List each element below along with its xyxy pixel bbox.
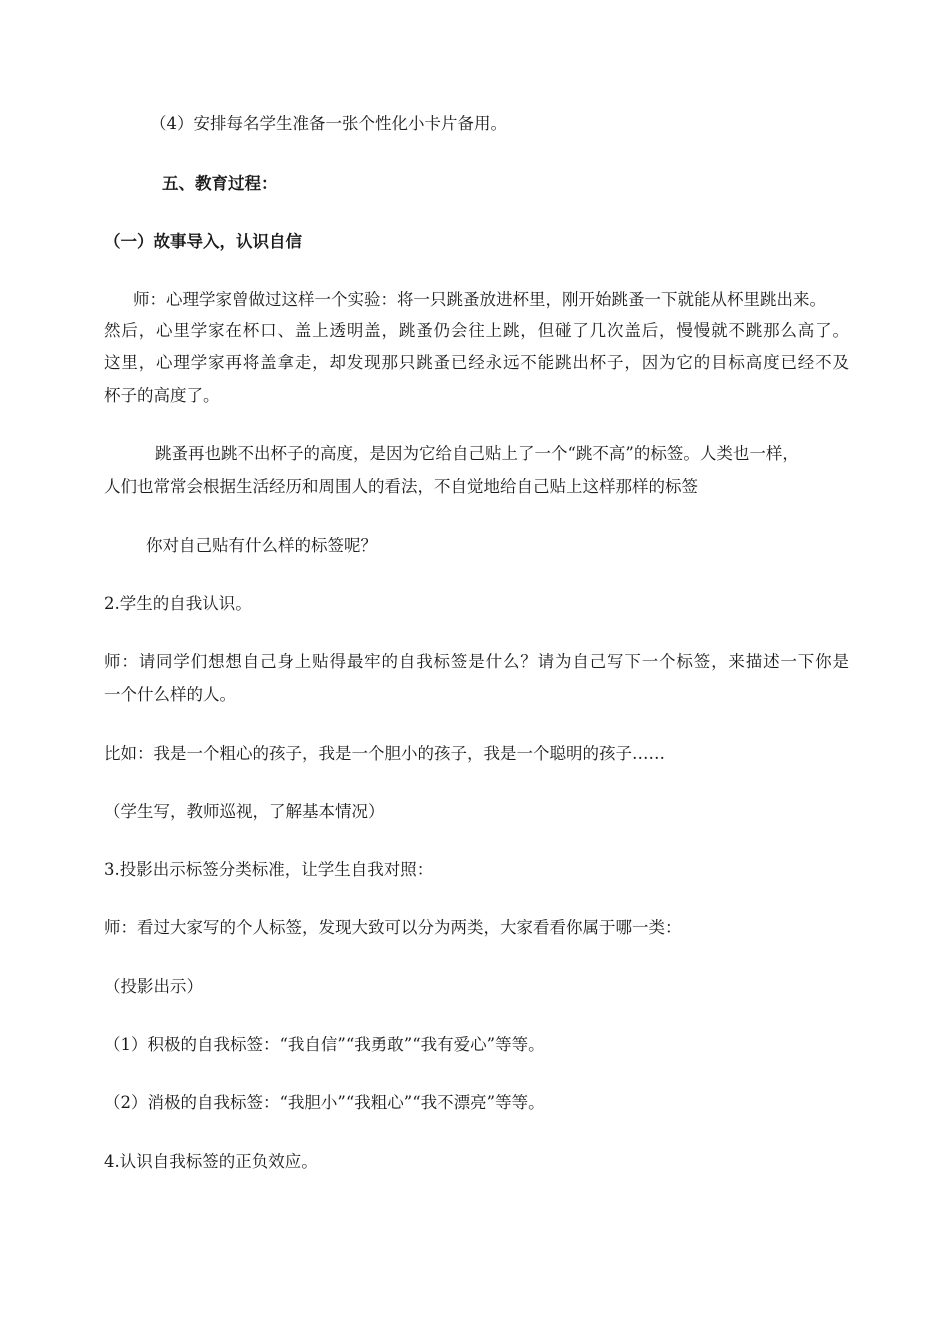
positive-labels-line: （1）积极的自我标签：“我自信”“我勇敢”“我有爱心”等等。 bbox=[104, 1035, 545, 1054]
prep-item-4: （4）安排每名学生准备一张个性化小卡片备用。 bbox=[150, 114, 507, 133]
teacher-classification-line: 师：看过大家写的个人标签，发现大致可以分为两类，大家看看你属于哪一类： bbox=[104, 918, 682, 937]
example-line: 比如：我是一个粗心的孩子，我是一个胆小的孩子，我是一个聪明的孩子…… bbox=[104, 744, 665, 763]
story-line-1: 师：心理学家曾做过这样一个实验：将一只跳蚤放进杯里，刚开始跳蚤一下就能从杯里跳出来。 bbox=[133, 290, 826, 309]
step-3-heading: 3.投影出示标签分类标准，让学生自我对照： bbox=[104, 860, 434, 879]
label-paragraph-line-1: 跳蚤再也跳不出杯子的高度，是因为它给自己贴上了一个“跳不高”的标签。人类也一样， bbox=[155, 444, 799, 463]
story-line-2: 然后，心里学家在杯口、盖上透明盖，跳蚤仍会往上跳，但碰了几次盖后，慢慢就不跳那么高了。 bbox=[104, 321, 849, 340]
label-paragraph-line-2: 人们也常常会根据生活经历和周围人的看法，不自觉地给自己贴上这样那样的标签 bbox=[104, 477, 698, 496]
subsection-heading-story: （一）故事导入，认识自信 bbox=[104, 232, 302, 251]
teacher-prompt-line-2: 一个什么样的人。 bbox=[104, 685, 236, 704]
projection-note: （投影出示） bbox=[104, 977, 203, 996]
question-line: 你对自己贴有什么样的标签呢？ bbox=[146, 536, 377, 555]
step-2-heading: 2.学生的自我认识。 bbox=[104, 594, 252, 613]
negative-labels-line: （2）消极的自我标签：“我胆小”“我粗心”“我不漂亮”等等。 bbox=[104, 1093, 545, 1112]
section-heading-process: 五、教育过程： bbox=[162, 174, 278, 193]
story-line-4: 杯子的高度了。 bbox=[104, 386, 220, 405]
activity-note: （学生写，教师巡视，了解基本情况） bbox=[104, 802, 385, 821]
step-4-heading: 4.认识自我标签的正负效应。 bbox=[104, 1152, 318, 1171]
story-line-3: 这里，心理学家再将盖拿走，却发现那只跳蚤已经永远不能跳出杯子，因为它的目标高度已经不及 bbox=[104, 353, 849, 372]
teacher-prompt-line-1: 师：请同学们想想自己身上贴得最牢的自我标签是什么？请为自己写下一个标签，来描述一下你是 bbox=[104, 652, 849, 671]
